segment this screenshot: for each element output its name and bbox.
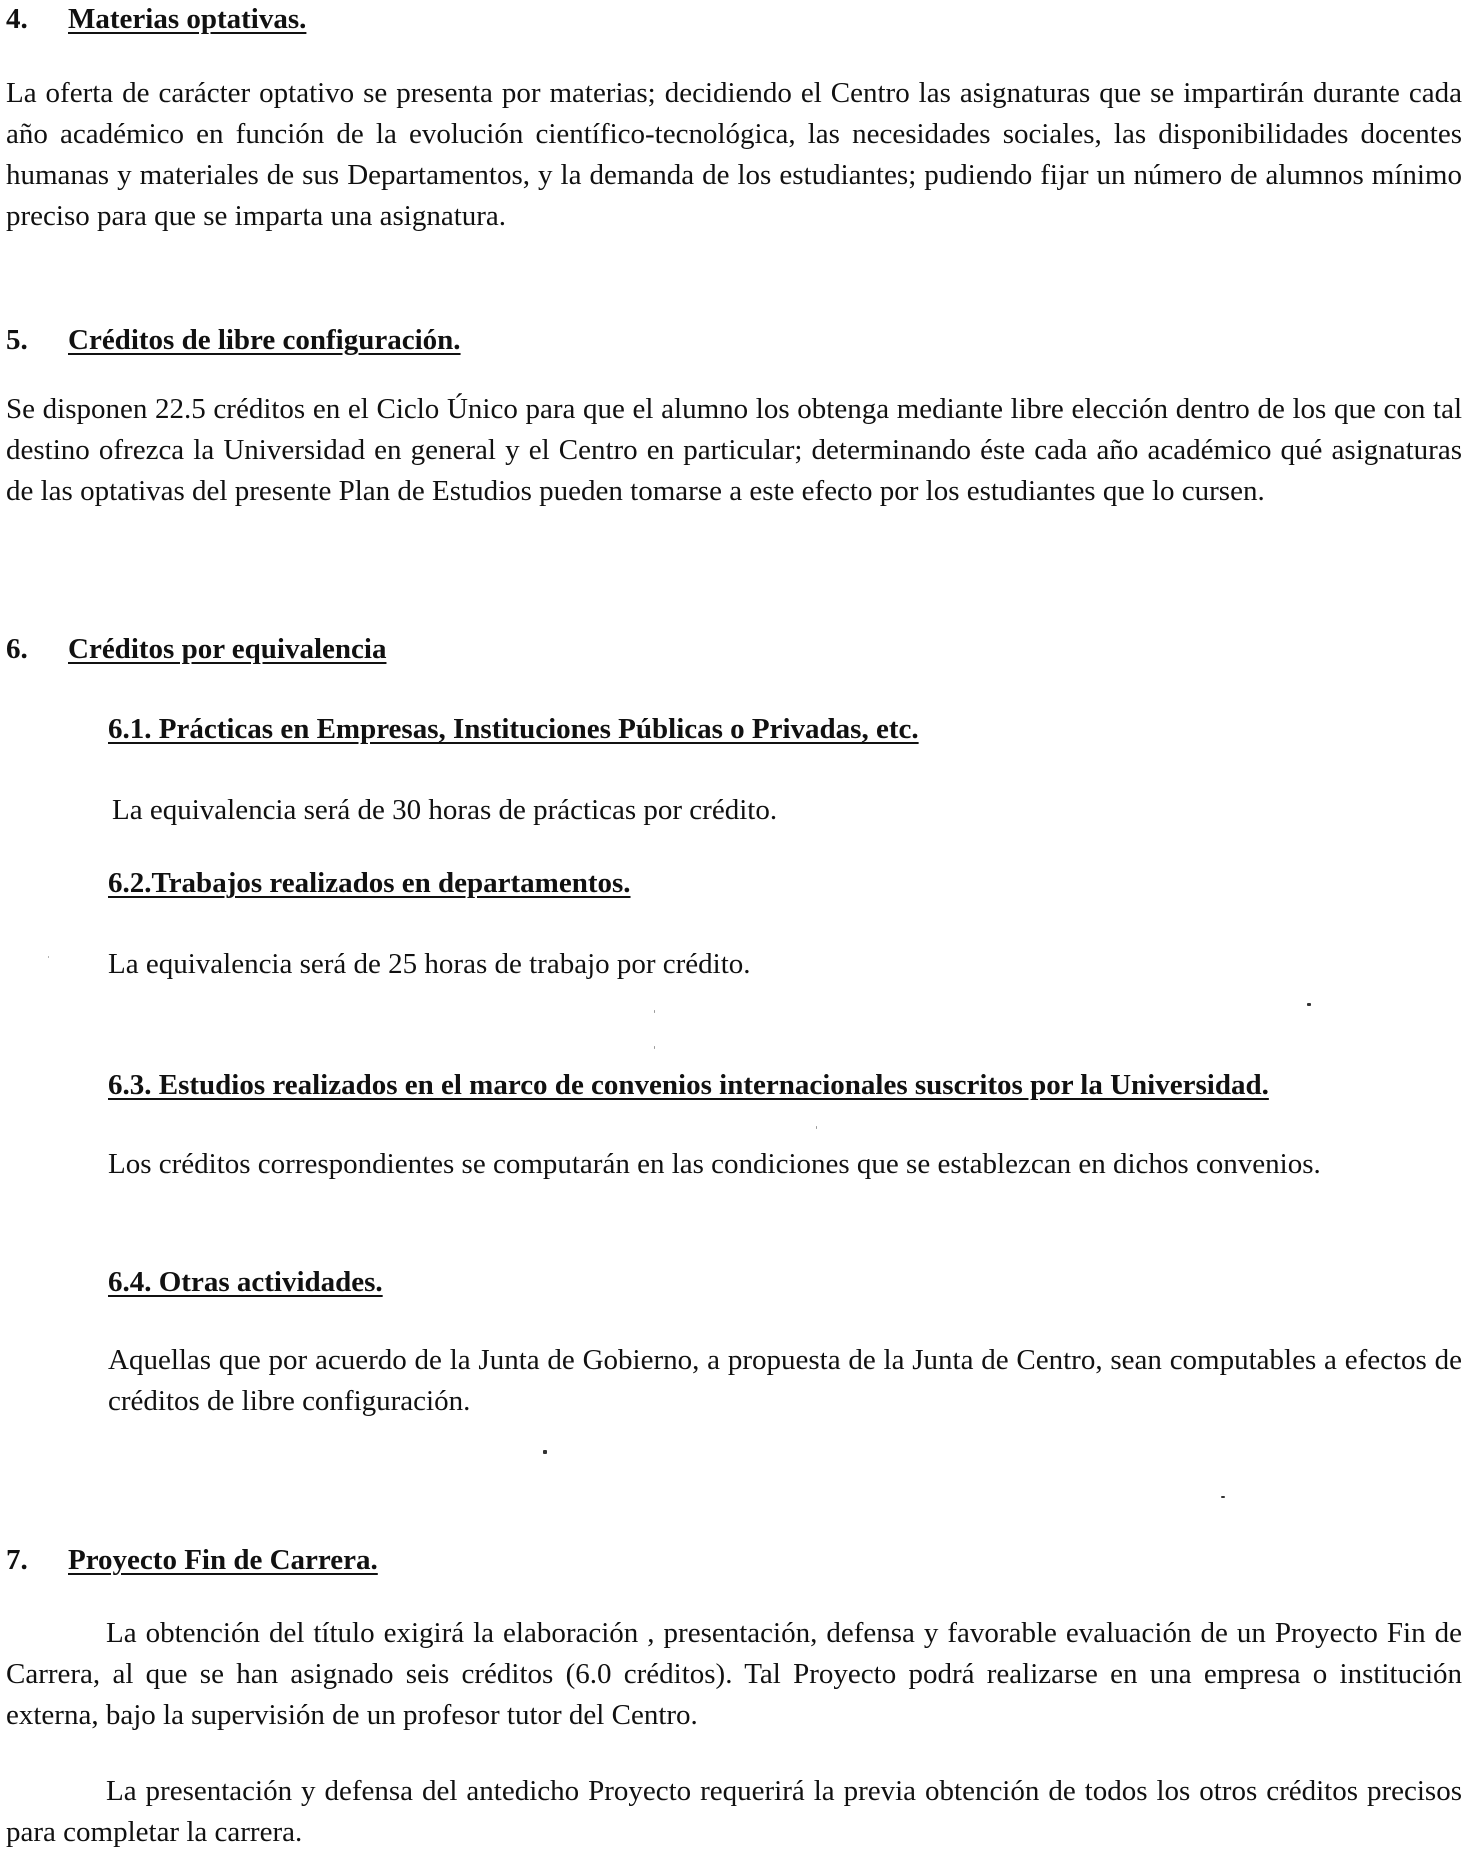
subsection-6-3-title: 6.3. Estudios realizados en el marco de convenios internacionales suscritos por la Universidad. [108,1069,1269,1101]
scan-speck [48,956,49,958]
subsection-6-1-title: 6.1. Prácticas en Empresas, Instituciones Públicas o Privadas, etc. [108,713,919,745]
section-6-number: 6. [6,633,28,665]
subsection-6-1-text: La equivalencia será de 30 horas de prácticas por crédito. [112,794,778,826]
section-7-text-2: La presentación y defensa del antedicho Proyecto requerirá la previa obtención de todos los otros créditos precisos para completar la carrera. [6,1775,1462,1848]
section-4-text: La oferta de carácter optativo se presenta por materias; decidiendo el Centro las asignaturas que se impartirán durante cada año académico en función de la evolución científico-tecnológica, las necesidades sociales, las disponibilidades docentes humanas y materiales de sus Departamentos, y la demanda de los estudiantes; pudiendo fijar un número de alumnos mínimo preciso para que se imparta una asignatura. [6,77,1462,232]
section-4-heading [6,2,306,36]
subsection-6-2-title: 6.2.Trabajos realizados en departamentos. [108,867,631,899]
section-7-title: Proyecto Fin de Carrera. [68,1544,378,1576]
scan-speck [1307,1003,1311,1006]
section-5-number: 5. [6,324,28,356]
section-6-heading [6,632,386,666]
section-7-number: 7. [6,1544,28,1576]
section-5-text: Se disponen 22.5 créditos en el Ciclo Único para que el alumno los obtenga mediante libre elección dentro de los que con tal destino ofrezca la Universidad en general y el Centro en particular; determinando éste cada año académico qué asignaturas de las optativas del presente Plan de Estudios pueden tomarse a este efecto por los estudiantes que lo cursen. [6,393,1462,507]
scan-speck [654,1046,655,1049]
scan-speck [654,1010,655,1013]
section-7-text-1: La obtención del título exigirá la elaboración , presentación, defensa y favorable evaluación de un Proyecto Fin de Carrera, al que se han asignado seis créditos (6.0 créditos). Tal Proyecto podrá realizarse en una empresa o institución externa, bajo la supervisión de un profesor tutor del Centro. [6,1617,1462,1731]
section-5-title: Créditos de libre configuración. [68,324,461,356]
section-4-title: Materias optativas. [68,3,307,35]
subsection-6-4-text: Aquellas que por acuerdo de la Junta de Gobierno, a propuesta de la Junta de Centro, sean computables a efectos de créditos de libre configuración. [108,1344,1462,1417]
scan-speck [816,1126,817,1129]
scan-speck [543,1450,547,1454]
section-6-title: Créditos por equivalencia [68,633,387,665]
section-5-heading [6,323,461,357]
subsection-6-3-text: Los créditos correspondientes se computarán en las condiciones que se establezcan en dichos convenios. [108,1148,1321,1180]
section-4-number: 4. [6,3,28,35]
subsection-6-4-title: 6.4. Otras actividades. [108,1266,383,1298]
section-7-heading [6,1543,378,1577]
subsection-6-2-text: La equivalencia será de 25 horas de trabajo por crédito. [108,948,751,980]
scan-speck [1221,1496,1225,1498]
